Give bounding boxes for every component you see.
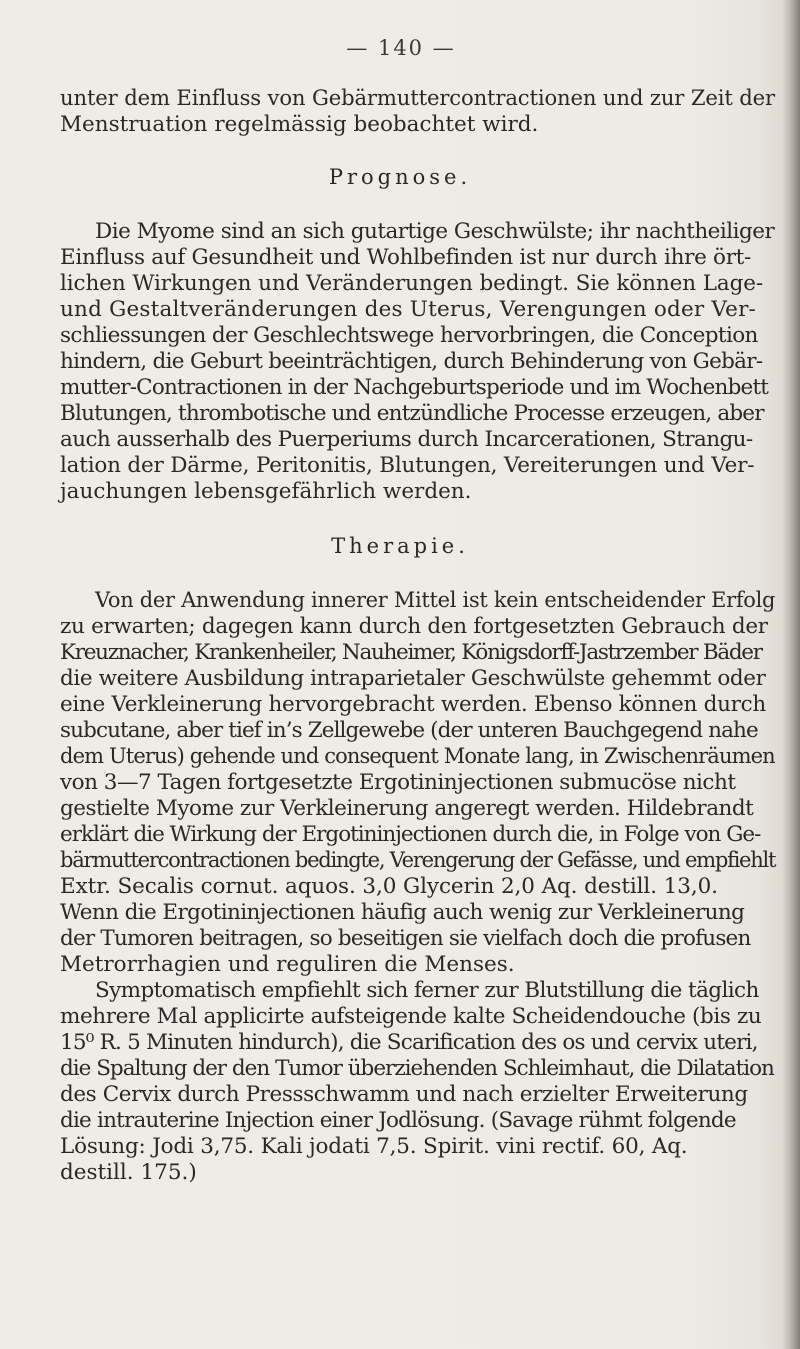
text-line: und Gestaltveränderungen des Uterus, Verengungen oder Ver- [60,297,757,322]
text-line: 15⁰ R. 5 Minuten hindurch), die Scarification des os und cervix uteri, [60,1030,758,1055]
text-line: Blutungen, thrombotische und entzündliche Processe erzeugen, aber [60,401,764,426]
text-line: Wenn die Ergotininjectionen häufig auch wenig zur Verkleinerung [60,900,745,925]
text-line: Metrorrhagien und reguliren die Menses. [60,952,515,977]
text-line: die weitere Ausbildung intraparietaler Geschwülste gehemmt oder [60,666,766,691]
text-line: Von der Anwendung innerer Mittel ist kein entscheidender Erfolg [95,588,776,613]
text-line: Lösung: Jodi 3,75. Kali jodati 7,5. Spirit. vini rectif. 60, Aq. [60,1134,688,1159]
text-line: die intrauterine Injection einer Jodlösung. (Savage rühmt folgende [60,1108,736,1133]
text-line: Extr. Secalis cornut. aquos. 3,0 Glycerin 2,0 Aq. destill. 13,0. [60,874,718,899]
section-heading-prognose: Prognose. [328,165,472,189]
text-line: zu erwarten; dagegen kann durch den fortgesetzten Gebrauch der [60,614,768,639]
text-line: der Tumoren beitragen, so beseitigen sie vielfach doch die profusen [60,926,751,951]
text-line: Einfluss auf Gesundheit und Wohlbefinden ist nur durch ihre ört- [60,245,751,270]
text-line: schliessungen der Geschlechtswege hervorbringen, die Conception [60,323,758,348]
text-line: von 3—7 Tagen fortgesetzte Ergotininjectionen submucöse nicht [60,770,736,795]
text-line: hindern, die Geburt beeinträchtigen, durch Behinderung von Gebär- [60,349,763,374]
text-line: eine Verkleinerung hervorgebracht werden. Ebenso können durch [60,692,766,717]
text-line: jauchungen lebensgefährlich werden. [60,479,472,504]
text-line: destill. 175.) [60,1160,197,1185]
text-line: subcutane, aber tief in’s Zellgewebe (der unteren Bauchgegend nahe [60,718,758,743]
text-line: die Spaltung der den Tumor überziehenden Schleimhaut, die Dilatation [60,1056,774,1081]
text-line: Kreuznacher, Krankenheiler, Nauheimer, Königsdorff-Jastrzember Bäder [60,640,762,665]
text-line: bärmuttercontractionen bedingte, Verengerung der Gefässe, und empfiehlt [60,848,776,873]
text-line: gestielte Myome zur Verkleinerung angeregt werden. Hildebrandt [60,796,754,821]
text-line: erklärt die Wirkung der Ergotininjectionen durch die, in Folge von Ge- [60,822,761,847]
text-line: Menstruation regelmässig beobachtet wird. [60,112,539,137]
text-line: mehrere Mal applicirte aufsteigende kalte Scheidendouche (bis zu [60,1004,762,1029]
text-line: dem Uterus) gehende und consequent Monate lang, in Zwischenräumen [60,744,775,769]
text-line: Symptomatisch empfiehlt sich ferner zur Blutstillung die täglich [95,978,759,1003]
section-heading-therapie: Therapie. [331,534,469,558]
text-line: auch ausserhalb des Puerperiums durch Incarcerationen, Strangu- [60,427,753,452]
text-line: lation der Därme, Peritonitis, Blutungen, Vereiterungen und Ver- [60,453,755,478]
text-line: unter dem Einfluss von Gebärmuttercontractionen und zur Zeit der [60,86,776,111]
page-number: — 140 — [346,36,456,60]
text-line: mutter-Contractionen in der Nachgeburtsperiode und im Wochenbett [60,375,769,400]
text-line: Die Myome sind an sich gutartige Geschwülste; ihr nachtheiliger [95,219,775,244]
text-line: lichen Wirkungen und Veränderungen bedingt. Sie können Lage- [60,271,764,296]
page-edge-shadow [782,0,800,1349]
text-line: des Cervix durch Pressschwamm und nach erzielter Erweiterung [60,1082,748,1107]
